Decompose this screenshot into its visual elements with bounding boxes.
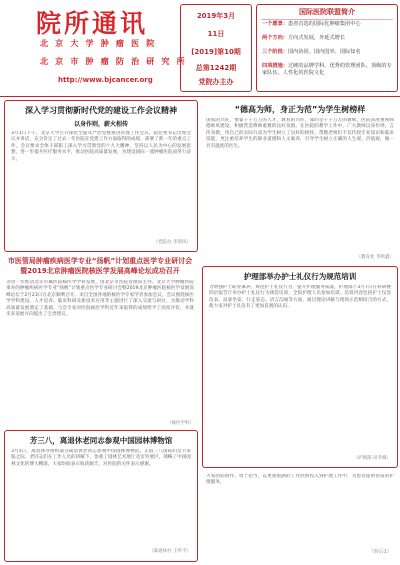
article-byline: （护理部 田冬梅）: [353, 456, 391, 461]
article-title: 深入学习贯彻新时代党的建设工作会议精神: [25, 106, 177, 115]
masthead-divider: [0, 96, 400, 97]
article-byline: （教育处 李鸣鑫）: [356, 255, 394, 260]
article-title: 芳三八，离退休老同志参观中国园林博物馆: [29, 436, 173, 445]
masthead-hospital-name: 北 京 大 学 肿 瘤 医 院: [40, 39, 157, 48]
article-subtitle: 以身作则，薪火相传: [73, 121, 128, 128]
issue-date: 2019年3月: [196, 12, 236, 20]
article-body: 为增强护士职业素养，规范护士礼仪行为，提升护理服务质量，护理部于3月7日在科研楼四层报告厅举办护士礼仪行为规范培训，全院护理人员参加培训。培训内容包括护士仪容仪表、站姿坐姿、行走姿态、语言沟通等方面，通过理论讲解与现场示范相结合的方式，使大家对护士礼仪有了更加直观的认识。: [209, 285, 391, 310]
masthead-institute-name: 北 京 市 肿 瘤 防 治 研 究 所: [40, 57, 187, 66]
intro-item: 三个阶段：国内协同、国内国外、国际知名: [262, 49, 361, 55]
article-party-building: [4, 100, 198, 252]
intro-item: 两个方向：方向式发展，外延式增长: [262, 35, 346, 41]
masthead-title: 院所通讯: [36, 9, 149, 38]
issue-day: 11日: [207, 30, 225, 38]
article-retiree-visit: [4, 430, 198, 562]
article-title: 护理部举办护士礼仪行为规范培训: [243, 272, 357, 281]
intro-item: 四项措施：过硬的品牌学科、优秀的管理团队、顶级的专家队伍、人性化的医院文化: [262, 63, 392, 76]
article-continuation: 大家团结协作，勇于担当，以更加饱满的工作热情投入到护理工作中，为患者提供优质的护理服务。: [206, 474, 394, 486]
intro-heading: 国际医院联盟简介: [261, 7, 393, 20]
article-title: “德高为师，身正为范”为学生树榜样: [234, 105, 366, 114]
issue-info-box: [180, 4, 252, 92]
article-body: 3月1日下午，北京大学召开深化全面从严治党暨推进管理工作会议。院党委书记出席会议并讲话，充分肯定了过去一年医院在党建工作方面取得的成绩，部署了新一年的重点工作。会议要求全体干部职工深入学习贯彻党的十九大精神，坚持以人民为中心的发展思想，进一步提升医疗服务水平，推动医院高质量发展，为建设国际一流肿瘤医院而努力奋斗。: [11, 131, 191, 162]
article-nursing-etiquette: [202, 266, 398, 468]
article-body: 国家的兴旺，要靠千千万万的人才，教育的兴旺，靠的是千千万万的教师。医院高度重视师德师风建设，积极营造尊师重教的良好氛围。在医院的教学工作中，广大教师以身作则，言传身教，用自己的实际行动为学生树立了良好的榜样。带教老师们不仅传授专业知识和临床技能，更注重培养学生的职业道德和人文素养，引导学生树立正确的人生观、价值观，做一名有温度的医生。: [206, 118, 394, 149]
issue-number: [2019]第10期: [191, 48, 241, 56]
masthead-url[interactable]: http://www.bjcancer.org: [58, 76, 153, 84]
alliance-intro-panel: [256, 4, 398, 92]
issue-publisher: 党院办主办: [198, 78, 234, 86]
article-byline: （核医学科）: [167, 421, 194, 426]
article-body: 3月5日，离退休办组织部分离退休老同志参观中国园林博物馆。正值三八国际妇女节来临之际，老同志们在工作人员的讲解下，参观了园林艺术展厅及室外展区，领略了中国园林文化的博大精深，大家纷纷表示收获颇丰，对医院的关怀表示感谢。: [11, 449, 191, 467]
intro-item: 一个愿景：患者首选的国际化肿瘤集团中心: [262, 21, 361, 27]
article-body: 为进一步推动北京市属医院核医学学科发展，由北京市医院管理局主办、北京大学肿瘤医院承办的肿瘤疾病医学专业“扬帆”计划重点医学专业研讨会暨2019北京肿瘤医院核医学发展高峰论坛于2月23日在北京顺利召开。来自全国各地的核医学专家学者参加会议。会议围绕核医学学科建设、人才培养、临床科研及新技术应用等主题进行了深入交流与研讨，为推动学科高质量发展奠定了基础。与会专家对医院核医学科近年来取得的成绩给予了高度评价，并就未来发展方向提出了宝贵建议。: [6, 280, 194, 318]
article-byline: （党院办 李清风）: [153, 240, 191, 245]
issue-total: 总第1242期: [195, 64, 237, 72]
continued-note: （转后1）: [368, 549, 392, 555]
article-byline: （离退休办 王怀平）: [149, 549, 191, 554]
article-title: 市医管局肿瘤疾病医学专业“扬帆”计划重点医学专业研讨会暨2019北京肿瘤医院核医学发展高峰论坛成功召开: [7, 257, 193, 275]
